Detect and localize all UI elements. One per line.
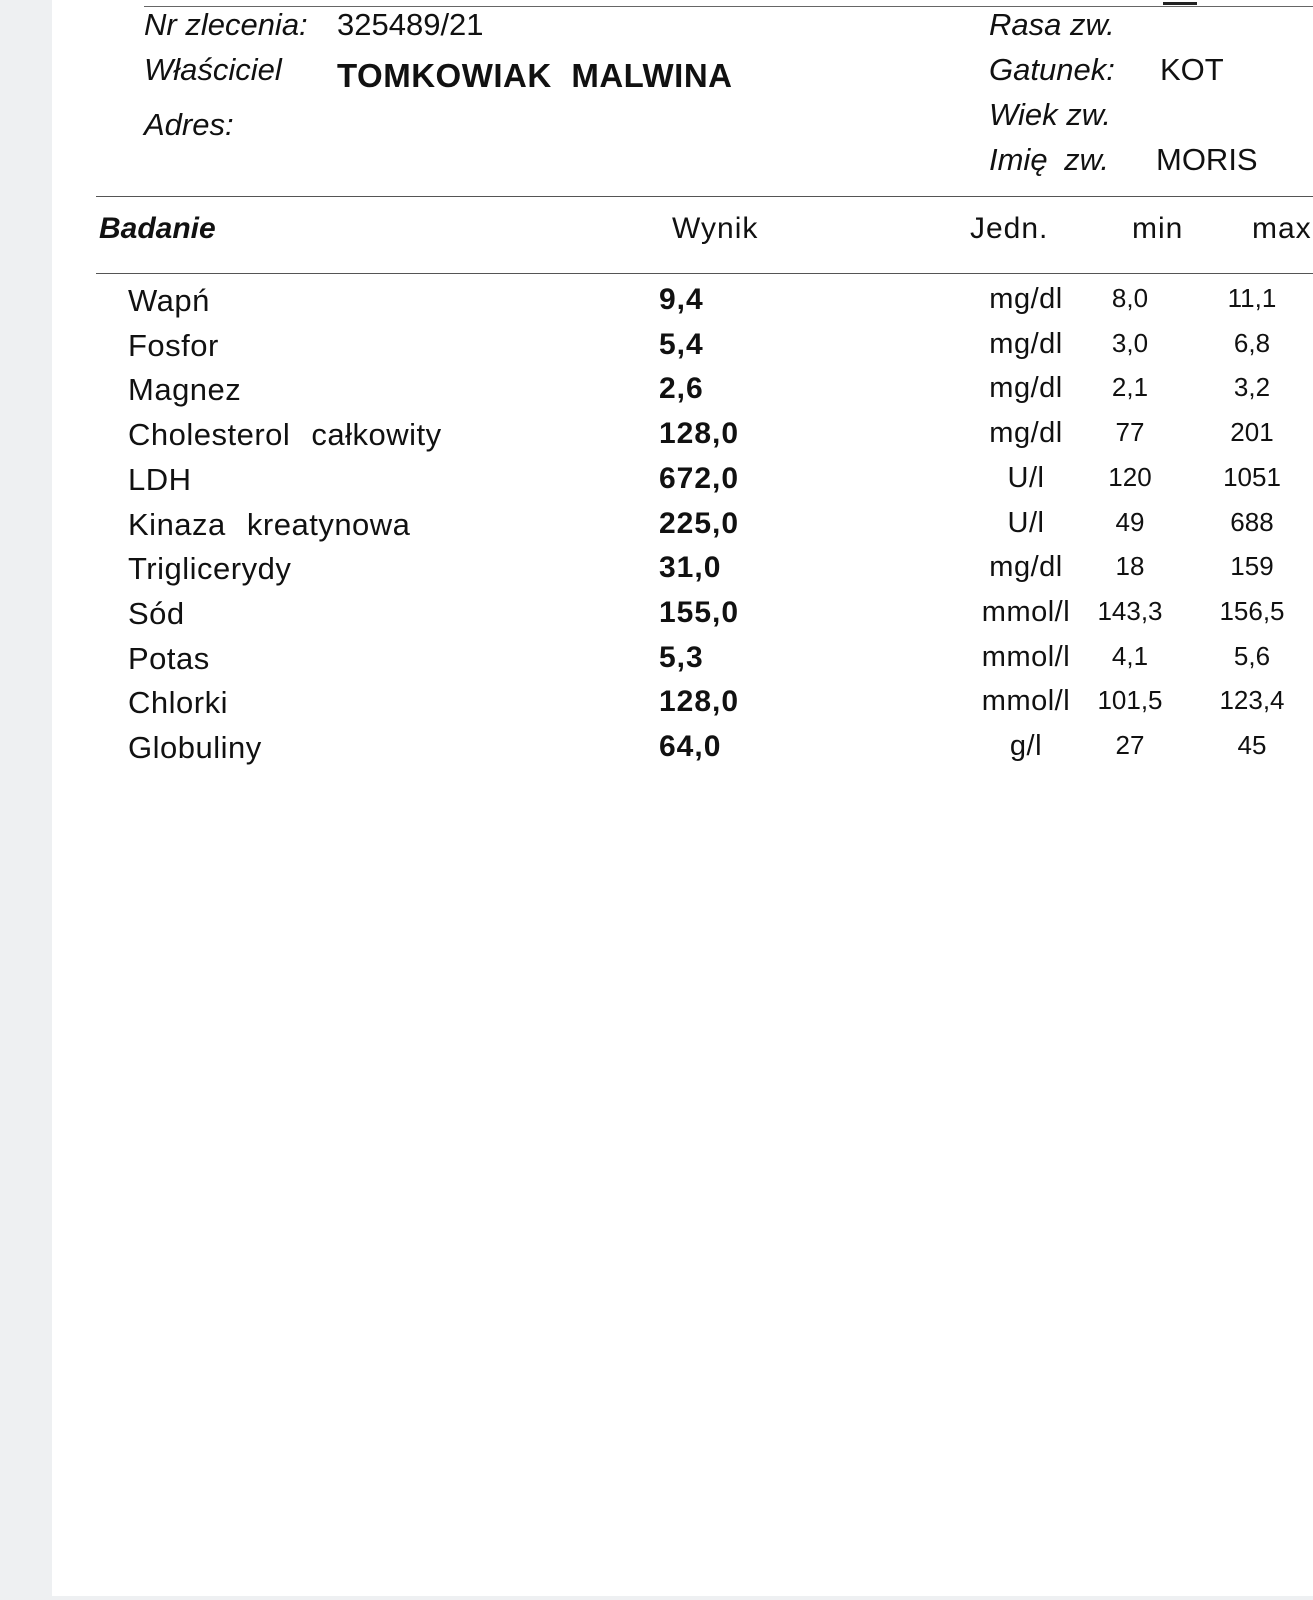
result-value: 155,0 bbox=[659, 595, 740, 629]
table-row bbox=[52, 596, 1313, 640]
unit-value: mmol/l bbox=[981, 595, 1071, 628]
test-name: Chlorki bbox=[128, 685, 228, 721]
max-value: 159 bbox=[1230, 551, 1274, 582]
min-value: 49 bbox=[1115, 506, 1145, 537]
top-mark bbox=[1163, 2, 1197, 5]
table-row bbox=[52, 417, 1313, 461]
unit-value: mmol/l bbox=[981, 640, 1071, 673]
order-number-value: 325489/21 bbox=[337, 7, 484, 42]
column-header-max: max bbox=[1252, 212, 1312, 245]
result-value: 64,0 bbox=[659, 730, 722, 763]
table-header-bottom-rule bbox=[96, 273, 1313, 274]
result-value: 2,6 bbox=[659, 372, 704, 406]
column-header-test: Badanie bbox=[99, 212, 216, 245]
unit-value: mg/dl bbox=[989, 372, 1063, 405]
min-value: 18 bbox=[1115, 551, 1145, 582]
min-value: 101,5 bbox=[1097, 685, 1163, 716]
breed-label: Rasa zw. bbox=[989, 7, 1115, 42]
species-value: KOT bbox=[1160, 52, 1224, 87]
table-header-top-rule bbox=[96, 196, 1313, 197]
animal-name-value: MORIS bbox=[1156, 142, 1258, 177]
column-header-result: Wynik bbox=[672, 212, 759, 245]
table-row bbox=[52, 730, 1313, 774]
max-value: 3,2 bbox=[1233, 372, 1271, 403]
result-value: 5,4 bbox=[659, 327, 704, 361]
column-header-min: min bbox=[1132, 212, 1184, 245]
max-value: 45 bbox=[1237, 730, 1267, 760]
result-value: 128,0 bbox=[659, 417, 740, 451]
result-value: 5,3 bbox=[659, 640, 704, 674]
max-value: 6,8 bbox=[1233, 327, 1271, 358]
test-name: Fosfor bbox=[128, 327, 219, 363]
min-value: 27 bbox=[1115, 730, 1145, 760]
max-value: 201 bbox=[1230, 417, 1274, 448]
unit-value: mg/dl bbox=[989, 551, 1063, 584]
table-row bbox=[52, 551, 1313, 595]
table-row bbox=[52, 462, 1313, 506]
min-value: 3,0 bbox=[1111, 327, 1149, 358]
table-row bbox=[52, 507, 1313, 551]
max-value: 123,4 bbox=[1219, 685, 1285, 716]
max-value: 688 bbox=[1230, 506, 1274, 537]
result-value: 672,0 bbox=[659, 461, 740, 495]
animal-name-label: Imię zw. bbox=[989, 142, 1109, 177]
table-row bbox=[52, 685, 1313, 729]
unit-value: mg/dl bbox=[989, 283, 1063, 315]
table-row bbox=[52, 328, 1313, 372]
age-label: Wiek zw. bbox=[989, 97, 1112, 132]
unit-value: U/l bbox=[1007, 506, 1045, 539]
result-value: 31,0 bbox=[659, 551, 722, 585]
unit-value: g/l bbox=[1009, 730, 1043, 762]
column-header-unit: Jedn. bbox=[970, 212, 1049, 245]
table-row bbox=[52, 372, 1313, 416]
owner-value: TOMKOWIAK MALWINA bbox=[337, 57, 733, 94]
unit-value: U/l bbox=[1007, 461, 1045, 494]
test-name: Potas bbox=[128, 640, 210, 676]
result-value: 128,0 bbox=[659, 685, 740, 719]
address-label: Adres: bbox=[144, 107, 234, 142]
test-name: Cholesterol całkowity bbox=[128, 417, 442, 453]
min-value: 4,1 bbox=[1111, 640, 1149, 671]
test-name: Triglicerydy bbox=[128, 551, 292, 587]
max-value: 11,1 bbox=[1227, 283, 1277, 313]
document-page bbox=[52, 0, 1313, 1596]
table-row bbox=[52, 641, 1313, 685]
owner-label: Właściciel bbox=[144, 52, 282, 87]
max-value: 1051 bbox=[1223, 461, 1281, 492]
unit-value: mg/dl bbox=[989, 327, 1063, 360]
min-value: 120 bbox=[1108, 461, 1152, 492]
test-name: Sód bbox=[128, 595, 185, 631]
test-name: Wapń bbox=[128, 283, 210, 318]
min-value: 143,3 bbox=[1097, 595, 1163, 626]
species-label: Gatunek: bbox=[989, 52, 1115, 87]
top-rule bbox=[144, 6, 1313, 7]
test-name: Magnez bbox=[128, 372, 242, 408]
max-value: 5,6 bbox=[1233, 640, 1271, 671]
result-value: 225,0 bbox=[659, 506, 740, 540]
min-value: 77 bbox=[1115, 417, 1145, 448]
table-row bbox=[52, 283, 1313, 327]
test-name: LDH bbox=[128, 461, 192, 497]
unit-value: mg/dl bbox=[989, 417, 1063, 450]
test-name: Kinaza kreatynowa bbox=[128, 506, 411, 542]
min-value: 8,0 bbox=[1111, 283, 1149, 313]
unit-value: mmol/l bbox=[981, 685, 1071, 718]
max-value: 156,5 bbox=[1219, 595, 1285, 626]
test-name: Globuliny bbox=[128, 730, 262, 765]
result-value: 9,4 bbox=[659, 283, 704, 316]
order-number-label: Nr zlecenia: bbox=[144, 7, 308, 42]
min-value: 2,1 bbox=[1111, 372, 1149, 403]
